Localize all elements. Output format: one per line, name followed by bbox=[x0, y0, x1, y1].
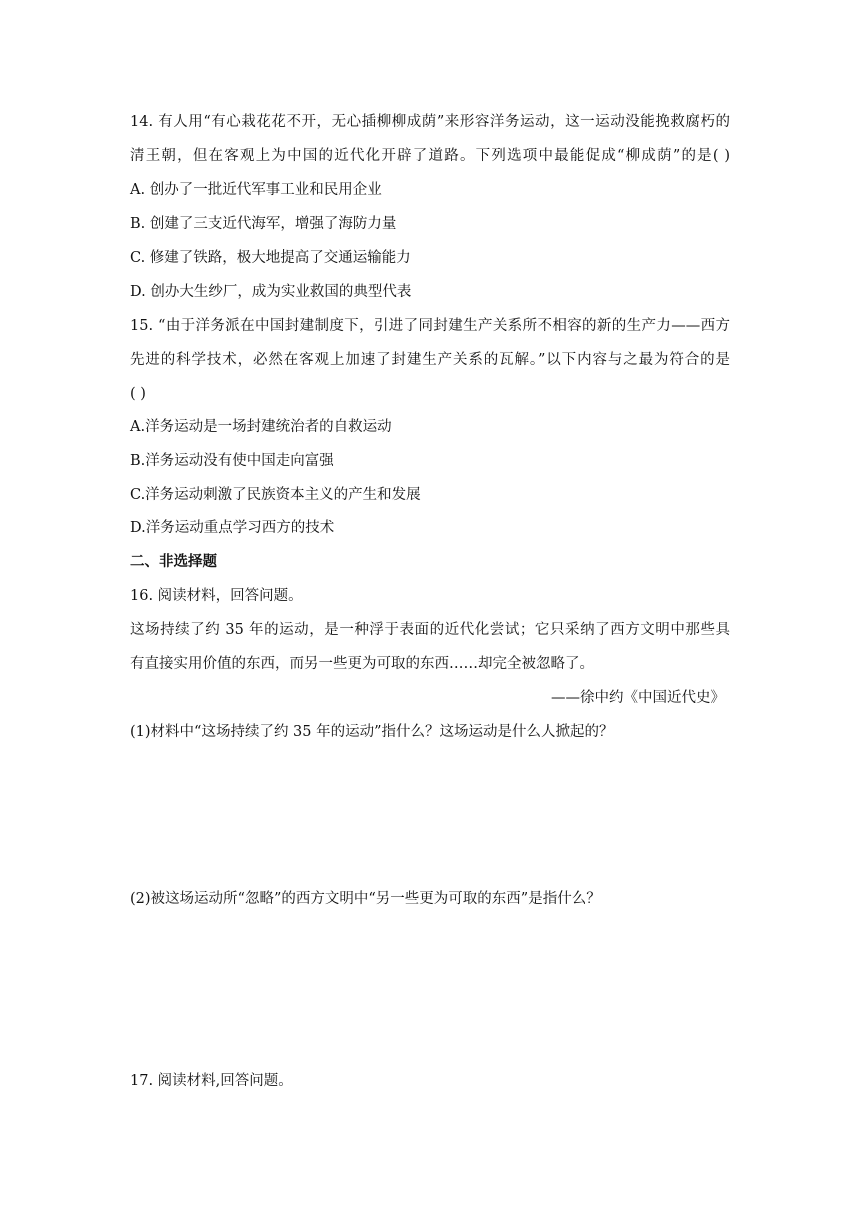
q14-option-c: C. 修建了铁路，极大地提高了交通运输能力 bbox=[130, 250, 411, 266]
q16-source: ——徐中约《中国近代史》 bbox=[551, 690, 725, 706]
q14-option-d: D. 创办大生纱厂，成为实业救国的典型代表 bbox=[130, 284, 412, 300]
q14-option-b: B. 创建了三支近代海军，增强了海防力量 bbox=[130, 216, 397, 232]
q16-subquestion-2: (2)被这场运动所“忽略”的西方文明中“另一些更为可取的东西”是指什么？ bbox=[130, 891, 601, 907]
q15-option-d: D.洋务运动重点学习西方的技术 bbox=[130, 520, 335, 536]
q16-material-line-2: 有直接实用价值的东西，而另一些更为可取的东西……却完全被忽略了。 bbox=[130, 656, 594, 672]
q16-subquestion-1: (1)材料中“这场持续了约 35 年的运动”指什么？这场运动是什么人掀起的？ bbox=[130, 724, 614, 740]
q14-option-a: A. 创办了一批近代军事工业和民用企业 bbox=[130, 182, 382, 198]
q16-material-line-1: 这场持续了约 35 年的运动，是一种浮于表面的近代化尝试；它只采纳了西方文明中那些具 bbox=[130, 622, 730, 638]
q15-option-b: B.洋务运动没有使中国走向富强 bbox=[130, 453, 334, 469]
q14-stem-line-2: 清王朝，但在客观上为中国的近代化开辟了道路。下列选项中最能促成“柳成荫”的是( ) bbox=[130, 148, 730, 164]
section-heading: 二、非选择题 bbox=[130, 553, 217, 570]
q15-stem-line-1: 15. “由于洋务派在中国封建制度下，引进了同封建生产关系所不相容的新的生产力——西方 bbox=[130, 318, 730, 334]
q16-stem: 16. 阅读材料，回答问题。 bbox=[130, 588, 303, 604]
q15-stem-line-3: ( ) bbox=[130, 386, 146, 402]
q15-stem-line-2: 先进的科学技术，必然在客观上加速了封建生产关系的瓦解。”以下内容与之最为符合的是 bbox=[130, 352, 730, 368]
q15-option-a: A.洋务运动是一场封建统治者的自救运动 bbox=[130, 419, 392, 435]
q15-option-c: C.洋务运动刺激了民族资本主义的产生和发展 bbox=[130, 487, 421, 503]
q17-stem: 17. 阅读材料,回答问题。 bbox=[130, 1073, 293, 1089]
q14-stem-line-1: 14. 有人用“有心栽花花不开，无心插柳柳成荫”来形容洋务运动，这一运动没能挽救腐朽的 bbox=[130, 114, 730, 130]
